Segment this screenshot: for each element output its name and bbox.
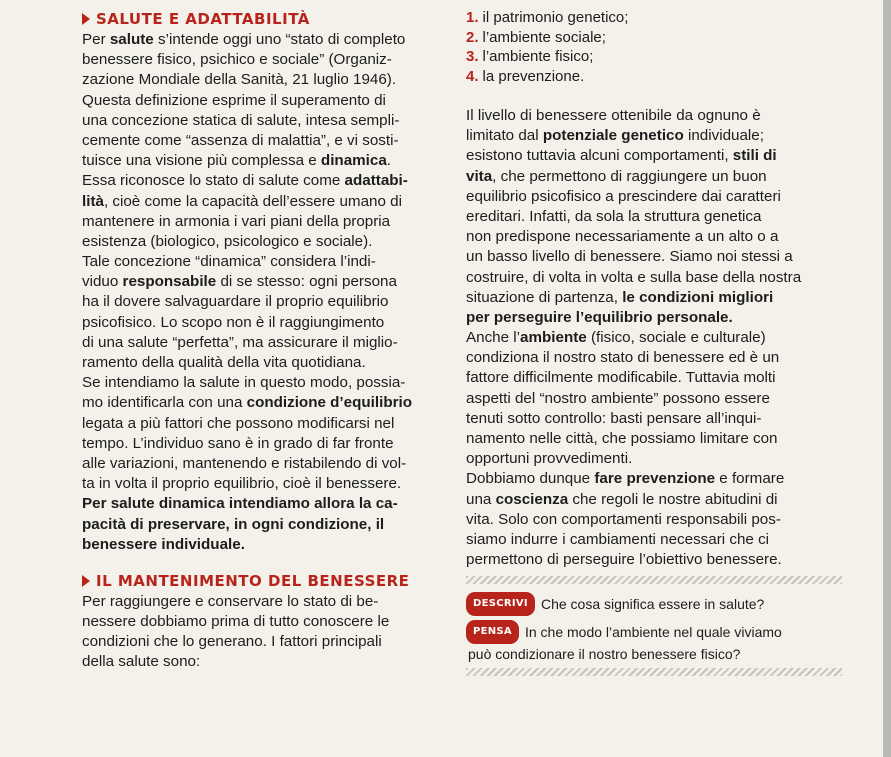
text-line: psicofisico. Lo scopo non è il raggiungimento [82, 313, 385, 331]
text-line: lità, cioè come la capacità dell’essere umano di [82, 192, 402, 210]
text-line: ereditari. Infatti, da sola la struttura genetica [466, 207, 762, 225]
text-line: Tale concezione “dinamica” considera l’indi- [82, 253, 376, 271]
text-line: Per raggiungere e conservare lo stato di be- [82, 592, 379, 610]
question-text: Che cosa significa essere in salute? [540, 596, 765, 613]
text-line: aspetti del “nostro ambiente” possono essere [466, 389, 770, 407]
text-line: esistenza (biologico, psicologico e sociale). [82, 232, 373, 250]
triangle-bullet-icon [82, 575, 90, 587]
text-line: condiziona il nostro stato di benessere ed è un [466, 349, 780, 367]
text-line: cemente come “assenza di malattia”, e vi sosti- [82, 131, 399, 149]
text-line: legata a più fattori che possono modificarsi nel [82, 414, 395, 432]
text-line: di una salute “perfetta”, ma assicurare il miglio- [82, 333, 398, 351]
text-line: permettono di perseguire l’obiettivo benessere. [466, 551, 782, 569]
text-line: equilibrio psicofisico a prescindere dai caratteri [466, 187, 781, 205]
section-heading-salute [82, 8, 444, 30]
question-text: In che modo l’ambiente nel quale viviamo [524, 624, 782, 641]
text-line: tenuti sotto controllo: basti pensare all’inqui- [466, 409, 762, 427]
section-title: IL MANTENIMENTO DEL BENESSERE [96, 571, 410, 590]
text-line: zazione Mondiale della Sanità, 21 luglio 1946). [82, 71, 397, 89]
text-line: un basso livello di benessere. Siamo noi stessi a [466, 248, 793, 266]
section2-paragraph [82, 592, 444, 673]
text-line: benessere individuale. [82, 535, 245, 553]
section-title: SALUTE E ADATTABILITÀ [96, 10, 310, 28]
text-line: ramento della qualità della vita quotidiana. [82, 354, 366, 371]
decorative-divider [466, 576, 842, 584]
text-line: viduo responsabile di se stesso: ogni persona [82, 273, 397, 291]
text-line: ta in volta il proprio equilibrio, cioè il benessere. [82, 475, 402, 493]
section1-paragraph [82, 30, 444, 555]
text-line: benessere fisico, psichico e sociale” (Organiz- [82, 51, 392, 69]
question-describe [466, 592, 842, 616]
list-item: 4. la prevenzione. [466, 67, 585, 85]
text-line: mo identificarla con una condizione d’equilibrio [82, 394, 412, 412]
list-item: 1. il patrimonio genetico; [466, 9, 629, 26]
page-edge [883, 0, 891, 757]
text-line: situazione di partenza, le condizioni migliori [466, 288, 774, 306]
text-line: Il livello di benessere ottenibile da ognuno è [466, 107, 761, 124]
text-line: mantenere in armonia i vari piani della propria [82, 212, 391, 230]
text-line: nessere dobbiamo prima di tutto conoscere le [82, 613, 390, 631]
section-heading-mantenimento [82, 570, 444, 592]
text-line: Questa definizione esprime il superamento di [82, 91, 386, 109]
describe-tag: DESCRIVI [466, 592, 535, 616]
left-column [82, 8, 444, 673]
text-line: namento nelle città, che possiamo limitare con [466, 430, 778, 447]
text-line: una coscienza che regoli le nostre abitudini di [466, 490, 778, 508]
text-line: Essa riconosce lo stato di salute come adattabi- [82, 172, 408, 190]
factors-list [466, 8, 842, 86]
text-line: costruire, di volta in volta e sulla base della nostra [466, 268, 802, 286]
text-line: non predispone necessariamente a un alto o a [466, 228, 779, 246]
right-paragraph [466, 106, 842, 570]
text-line: ha il dovere salvaguardare il proprio equilibrio [82, 293, 389, 311]
triangle-bullet-icon [82, 13, 90, 25]
text-line: opportuni provvedimenti. [466, 450, 633, 468]
text-line: vita. Solo con comportamenti responsabili pos- [466, 510, 781, 528]
text-line: pacità di preservare, in ogni condizione, il [82, 515, 385, 533]
list-item: 2. l’ambiente sociale; [466, 28, 606, 46]
text-line: Se intendiamo la salute in questo modo, possia- [82, 374, 406, 392]
text-line: Per salute dinamica intendiamo allora la ca- [82, 495, 398, 513]
right-column [466, 8, 842, 684]
text-line: Anche l’ambiente (fisico, sociale e culturale) [466, 329, 766, 347]
text-line: una concezione statica di salute, intesa sempli- [82, 111, 400, 129]
text-line: siamo indurre i cambiamenti necessari che ci [466, 530, 770, 548]
text-line: fattore difficilmente modificabile. Tuttavia molti [466, 369, 776, 387]
text-line: limitato dal potenziale genetico individuale; [466, 127, 764, 145]
text-line: della salute sono: [82, 653, 201, 671]
decorative-divider [466, 668, 842, 676]
list-item: 3. l’ambiente fisico; [466, 48, 594, 65]
question-text-cont: può condizionare il nostro benessere fisico? [468, 646, 741, 663]
questions-box [466, 592, 842, 664]
text-line: tempo. L’individuo sano è in grado di far fronte [82, 434, 394, 452]
text-line: vita, che permettono di raggiungere un buon [466, 167, 767, 185]
text-line: per perseguire l’equilibrio personale. [466, 308, 733, 326]
text-line: Per salute s’intende oggi uno “stato di completo [82, 31, 406, 48]
text-line: Dobbiamo dunque fare prevenzione e formare [466, 470, 785, 488]
text-line: condizioni che lo generano. I fattori principali [82, 633, 382, 651]
question-think [466, 620, 842, 644]
think-tag: PENSA [466, 620, 519, 644]
text-line: esistono tuttavia alcuni comportamenti, stili di [466, 147, 777, 165]
text-line: tuisce una visione più complessa e dinamica. [82, 152, 391, 170]
text-line: alle variazioni, mantenendo e ristabilendo di vol- [82, 454, 407, 472]
